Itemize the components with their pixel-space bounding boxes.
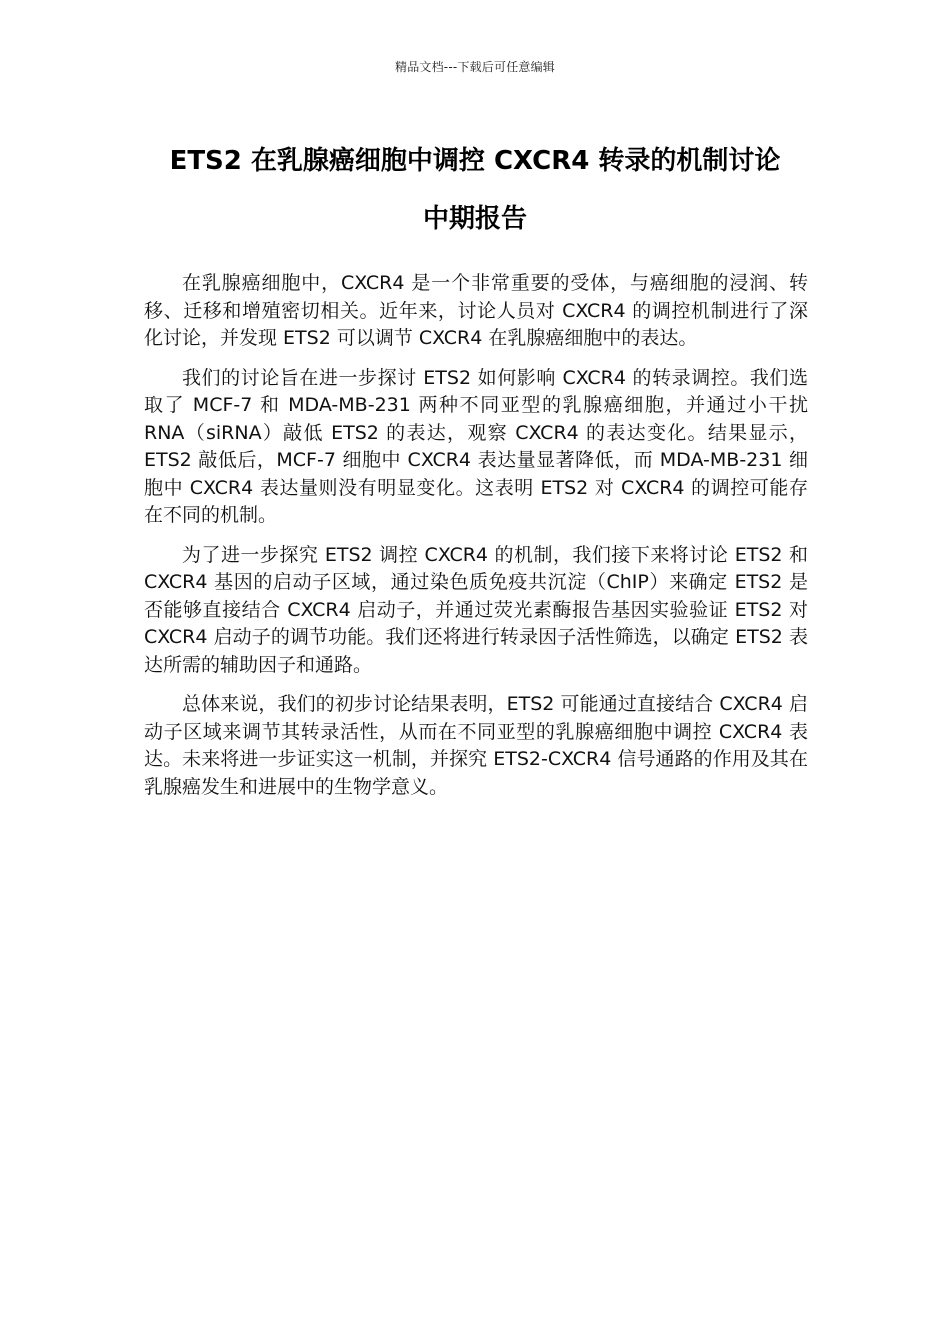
body-text [144,270,808,813]
paragraph: 我们的讨论旨在进一步探讨 ETS2 如何影响 CXCR4 的转录调控。我们选取了 MCF-7 和 MDA-MB-231 两种不同亚型的乳腺癌细胞，并通过小干扰 RNA（siRNA）敲低 ETS2 的表达，观察 CXCR4 的表达变化。结果显示，ETS2 敲低后，MCF-7 细胞中 CXCR4 表达量显著降低，而 MDA-MB-231 细胞中 CXCR4 表达量则没有明显变化。这表明 ETS2 对 CXCR4 的调控可能存在不同的机制。 [144,366,808,526]
title-line-2: 中期报告 [422,204,527,234]
paragraph: 为了进一步探究 ETS2 调控 CXCR4 的机制，我们接下来将讨论 ETS2 和 CXCR4 基因的启动子区域，通过染色质免疫共沉淀（ChIP）来确定 ETS2 是否能够直接结合 CXCR4 启动子，并通过荧光素酶报告基因实验验证 ETS2 对 CXCR4 启动子的调节功能。我们还将进行转录因子活性筛选，以确定 ETS2 表达所需的辅助因子和通路。 [144,543,808,676]
paragraph: 在乳腺癌细胞中，CXCR4 是一个非常重要的受体，与癌细胞的浸润、转移、迁移和增殖密切相关。近年来，讨论人员对 CXCR4 的调控机制进行了深化讨论，并发现 ETS2 可以调节 CXCR4 在乳腺癌细胞中的表达。 [144,272,808,349]
paragraph: 总体来说，我们的初步讨论结果表明，ETS2 可能通过直接结合 CXCR4 启动子区域来调节其转录活性，从而在不同亚型的乳腺癌细胞中调控 CXCR4 表达。未来将进一步证实这一机制，并探究 ETS2-CXCR4 信号通路的作用及其在乳腺癌发生和进展中的生物学意义。 [144,693,808,798]
header-note: 精品文档---下载后可任意编辑 [395,60,555,74]
document-title [120,132,830,248]
title-line-1: ETS2 在乳腺癌细胞中调控 CXCR4 转录的机制讨论 [169,146,781,176]
